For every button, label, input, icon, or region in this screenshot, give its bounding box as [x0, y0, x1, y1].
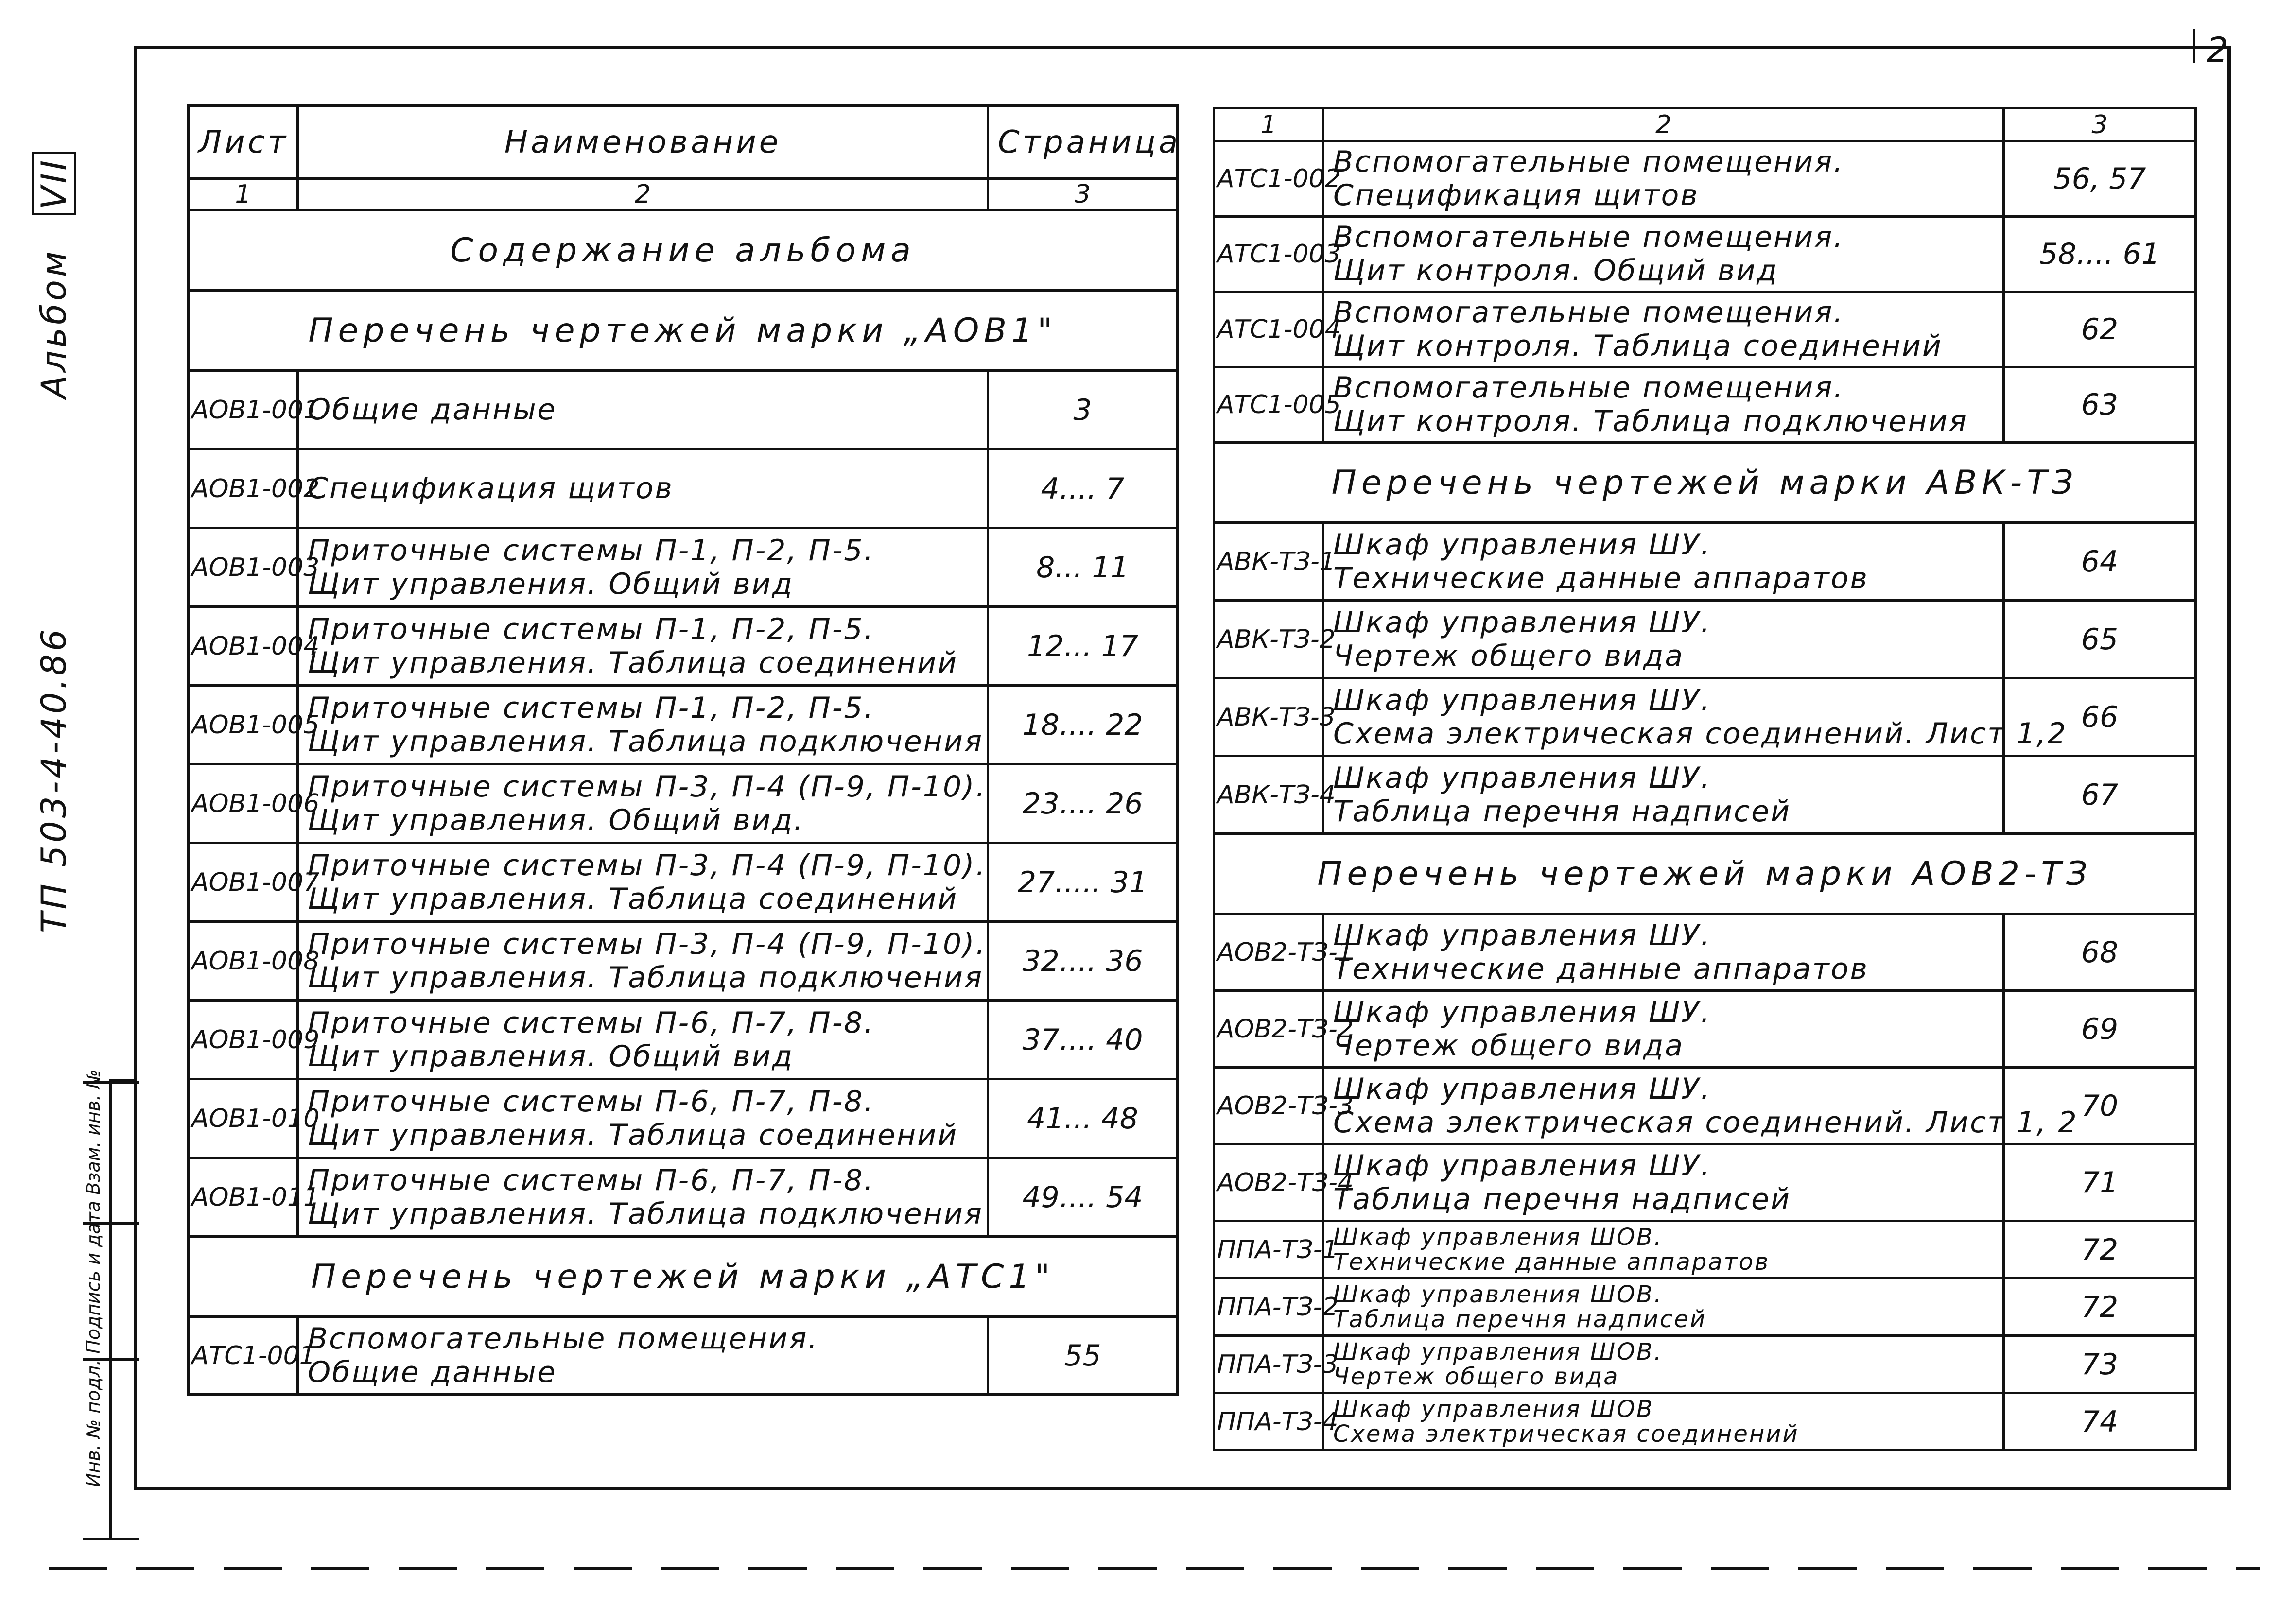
sheet-name-line: Щит управления. Таблица соединений	[308, 881, 958, 916]
drawing-designation: ТП 503-4-40.86	[34, 626, 74, 933]
sheet-name	[298, 1158, 988, 1237]
header-name: Наименование	[298, 106, 988, 179]
sheet-name-line: Приточные системы П-6, П-7, П-8.	[308, 1163, 875, 1197]
sheet-name	[298, 607, 988, 686]
page-ref: 37.... 40	[988, 1001, 1178, 1079]
table-row	[1214, 367, 2196, 443]
table-row	[189, 449, 1178, 528]
sheet-name	[1323, 1336, 2004, 1393]
table-row	[189, 528, 1178, 607]
sheet-code: АОВ1-002	[189, 449, 298, 528]
page-ref: 63	[2004, 367, 2196, 443]
header-page: Страница	[988, 106, 1178, 179]
sheet-code: АТС1-002	[1214, 141, 1323, 217]
sheet-code: ППА-ТЗ-1	[1214, 1221, 1323, 1279]
sheet-name-line: Приточные системы П-1, П-2, П-5.	[308, 612, 875, 646]
table-row	[189, 843, 1178, 922]
section-title: Перечень чертежей марки АОВ2-ТЗ	[1214, 834, 2196, 914]
sheet-code: ППА-ТЗ-4	[1214, 1393, 1323, 1451]
sheet-name-line: Таблица перечня надписей	[1333, 1305, 1707, 1333]
sheet-name-line: Спецификация щитов	[308, 471, 674, 505]
page-ref: 12... 17	[988, 607, 1178, 686]
sheet-name-line: Приточные системы П-3, П-4 (П-9, П-10).	[308, 848, 987, 882]
page-ref: 73	[2004, 1336, 2196, 1393]
section-title: Перечень чертежей марки „АТС1"	[189, 1237, 1178, 1317]
sheet-name	[1323, 914, 2004, 991]
sheet-name	[298, 1079, 988, 1158]
table-row	[189, 607, 1178, 686]
sheet-name	[298, 843, 988, 922]
table-row	[1214, 217, 2196, 292]
sheet-name	[298, 1317, 988, 1395]
sheet-code: АВК-ТЗ-4	[1214, 756, 1323, 834]
sheet-name-line: Таблица перечня надписей	[1333, 1182, 1792, 1216]
page-ref: 69	[2004, 991, 2196, 1068]
sheet-code: АОВ1-008	[189, 922, 298, 1001]
page-ref: 4.... 7	[988, 449, 1178, 528]
sheet-name-line: Шкаф управления ШУ.	[1333, 995, 1711, 1029]
table-row	[189, 371, 1178, 449]
page-ref: 3	[988, 371, 1178, 449]
side-stamp-box	[109, 1079, 136, 1540]
sheet-code: АТС1-004	[1214, 292, 1323, 367]
sheet-code: АОВ1-007	[189, 843, 298, 922]
sheet-name-line: Схема электрическая соединений	[1333, 1420, 1799, 1448]
page-ref: 72	[2004, 1279, 2196, 1336]
page-ref: 72	[2004, 1221, 2196, 1279]
sheet-name-line: Шкаф управления ШУ.	[1333, 683, 1711, 717]
sheet-code: АТС1-005	[1214, 367, 1323, 443]
sheet-name	[298, 449, 988, 528]
col-number: 1	[1214, 108, 1323, 141]
sheet-name-line: Приточные системы П-1, П-2, П-5.	[308, 533, 875, 568]
header-sheet: Лист	[189, 106, 298, 179]
sheet-name-line: Щит управления. Общий вид.	[308, 803, 805, 837]
sheet-code: АОВ1-001	[189, 371, 298, 449]
sheet-code: АОВ2-ТЗ-3	[1214, 1068, 1323, 1144]
sheet-name-line: Технические данные аппаратов	[1333, 1248, 1770, 1276]
sheet-name-line: Схема электрическая соединений. Лист 1,2	[1333, 716, 2068, 751]
sheet-name-line: Шкаф управления ШОВ.	[1333, 1281, 1663, 1309]
sheet-name-line: Щит управления. Таблица соединений	[308, 1118, 958, 1152]
side-stamp-text: Инв. № подл. Подпись и дата Взам. инв. №	[83, 1069, 104, 1487]
sheet-code: ППА-ТЗ-3	[1214, 1336, 1323, 1393]
sheet-name	[1323, 1144, 2004, 1221]
sheet-name-line: Приточные системы П-6, П-7, П-8.	[308, 1005, 875, 1040]
sheet-name-line: Щит управления. Таблица соединений	[308, 645, 958, 680]
page-ref: 64	[2004, 523, 2196, 601]
sheet-code: АОВ1-010	[189, 1079, 298, 1158]
side-margin	[24, 49, 131, 1492]
sheet-name-line: Чертеж общего вида	[1333, 1028, 1685, 1063]
page-ref: 32.... 36	[988, 922, 1178, 1001]
sheet-name-line: Вспомогательные помещения.	[308, 1321, 819, 1356]
table-row	[1214, 1221, 2196, 1279]
table-row	[189, 764, 1178, 843]
page-number: 2	[2207, 30, 2228, 70]
page-ref: 70	[2004, 1068, 2196, 1144]
section-title: Перечень чертежей марки „АОВ1"	[189, 291, 1178, 371]
table-row	[1214, 756, 2196, 834]
table-row	[1214, 991, 2196, 1068]
sheet-name-line: Вспомогательные помещения.	[1333, 145, 1844, 179]
sheet-name	[1323, 601, 2004, 678]
page-ref: 56, 57	[2004, 141, 2196, 217]
sheet-name-line: Щит контроля. Таблица подключения	[1333, 404, 1968, 438]
sheet-name-line: Спецификация щитов	[1333, 178, 1699, 212]
sheet-name	[298, 1001, 988, 1079]
col-number: 3	[2004, 108, 2196, 141]
sheet-code: АОВ1-006	[189, 764, 298, 843]
page-ref: 68	[2004, 914, 2196, 991]
sheet-name	[298, 922, 988, 1001]
sheet-name	[1323, 756, 2004, 834]
sheet-code: АТС1-001	[189, 1317, 298, 1395]
col-number: 2	[1323, 108, 2004, 141]
sheet-name-line: Приточные системы П-3, П-4 (П-9, П-10).	[308, 927, 987, 961]
table-row	[1214, 141, 2196, 217]
sheet-name-line: Приточные системы П-6, П-7, П-8.	[308, 1084, 875, 1119]
sheet-code: АОВ1-011	[189, 1158, 298, 1237]
contents-table-left	[187, 104, 1179, 1396]
col-number: 2	[298, 179, 988, 210]
table-row	[1214, 1336, 2196, 1393]
sheet-name-line: Шкаф управления ШОВ.	[1333, 1338, 1663, 1366]
sheet-name	[1323, 292, 2004, 367]
sheet-name-line: Шкаф управления ШУ.	[1333, 527, 1711, 562]
sheet-name-line: Шкаф управления ШУ.	[1333, 760, 1711, 795]
page-ref: 71	[2004, 1144, 2196, 1221]
sheet-name	[1323, 1068, 2078, 1144]
sheet-code: АОВ1-009	[189, 1001, 298, 1079]
sheet-name-line: Приточные системы П-3, П-4 (П-9, П-10).	[308, 769, 987, 804]
table-row	[1214, 601, 2196, 678]
page-ref: 49.... 54	[988, 1158, 1178, 1237]
sheet-code: АВК-ТЗ-2	[1214, 601, 1323, 678]
sheet-name	[1323, 367, 2004, 443]
sheet-name	[298, 371, 988, 449]
sheet-name	[1323, 523, 2004, 601]
page-ref: 66	[2004, 678, 2196, 756]
page-ref: 58.... 61	[2004, 217, 2196, 292]
sheet-code: АВК-ТЗ-3	[1214, 678, 1323, 756]
sheet-name-line: Шкаф управления ШОВ	[1333, 1396, 1654, 1423]
page-ref: 65	[2004, 601, 2196, 678]
sheet-name-line: Вспомогательные помещения.	[1333, 295, 1844, 329]
sheet-name	[298, 764, 988, 843]
table-row	[1214, 1068, 2196, 1144]
sheet-name-line: Приточные системы П-1, П-2, П-5.	[308, 691, 875, 725]
sheet-name	[1323, 991, 2004, 1068]
sheet-name-line: Общие данные	[308, 393, 557, 427]
sheet-code: АТС1-003	[1214, 217, 1323, 292]
table-row	[1214, 1144, 2196, 1221]
table-row	[1214, 292, 2196, 367]
page-ref: 8... 11	[988, 528, 1178, 607]
section-title: Перечень чертежей марки АВК-ТЗ	[1214, 443, 2196, 523]
table-row	[189, 1317, 1178, 1395]
col-number: 3	[988, 179, 1178, 210]
page-ref: 23.... 26	[988, 764, 1178, 843]
sheet-name-line: Щит управления. Таблица подключения	[308, 724, 983, 759]
page-ref: 18.... 22	[988, 686, 1178, 764]
page-ref: 67	[2004, 756, 2196, 834]
sheet-name	[1323, 678, 2068, 756]
sheet-name-line: Вспомогательные помещения.	[1333, 220, 1844, 254]
page-ref: 62	[2004, 292, 2196, 367]
sheet-code: АВК-ТЗ-1	[1214, 523, 1323, 601]
sheet-code: АОВ2-ТЗ-1	[1214, 914, 1323, 991]
sheet-code: АОВ1-003	[189, 528, 298, 607]
table-row	[189, 1158, 1178, 1237]
sheet-name-line: Щит управления. Таблица подключения	[308, 1196, 983, 1231]
page-ref: 55	[988, 1317, 1178, 1395]
sheet-name-line: Таблица перечня надписей	[1333, 794, 1792, 829]
table-row	[1214, 1393, 2196, 1451]
sheet-name-line: Чертеж общего вида	[1333, 1363, 1619, 1390]
contents-table-right	[1213, 107, 2197, 1451]
sheet-name-line: Технические данные аппаратов	[1333, 561, 1869, 595]
table-row	[1214, 523, 2196, 601]
sheet-name-line: Шкаф управления ШОВ.	[1333, 1224, 1663, 1251]
col-number: 1	[189, 179, 298, 210]
sheet-name	[1323, 1279, 2004, 1336]
sheet-name-line: Вспомогательные помещения.	[1333, 371, 1844, 405]
sheet-code: АОВ2-ТЗ-4	[1214, 1144, 1323, 1221]
sheet-name	[298, 686, 988, 764]
album-contents-title: Содержание альбома	[189, 210, 1178, 291]
page-ref: 27..... 31	[988, 843, 1178, 922]
table-row	[1214, 1279, 2196, 1336]
table-row	[189, 686, 1178, 764]
sheet-name	[1323, 217, 2004, 292]
sheet-name-line: Шкаф управления ШУ.	[1333, 1148, 1711, 1183]
page-ref: 74	[2004, 1393, 2196, 1451]
sheet-code: АОВ1-005	[189, 686, 298, 764]
sheet-name-line: Общие данные	[308, 1355, 557, 1389]
page-number-divider	[2193, 29, 2195, 63]
page-ref: 41... 48	[988, 1079, 1178, 1158]
sheet-code: ППА-ТЗ-2	[1214, 1279, 1323, 1336]
cut-line	[49, 1567, 2260, 1570]
sheet-name-line: Шкаф управления ШУ.	[1333, 605, 1711, 639]
table-row	[1214, 914, 2196, 991]
sheet-name-line: Щит управления. Общий вид	[308, 1039, 794, 1073]
sheet-name-line: Щит контроля. Общий вид	[1333, 254, 1778, 288]
sheet-name	[1323, 1393, 2004, 1451]
sheet-code: АОВ1-004	[189, 607, 298, 686]
table-row	[189, 922, 1178, 1001]
sheet-code: АОВ2-ТЗ-2	[1214, 991, 1323, 1068]
sheet-name-line: Щит управления. Таблица подключения	[308, 960, 983, 995]
sheet-name-line: Технические данные аппаратов	[1333, 951, 1869, 986]
sheet-name-line: Щит управления. Общий вид	[308, 567, 794, 601]
sheet-name	[1323, 1221, 2004, 1279]
album-volume: VII	[32, 152, 76, 215]
sheet-name-line: Щит контроля. Таблица соединений	[1333, 329, 1943, 363]
sheet-name-line: Шкаф управления ШУ.	[1333, 1071, 1711, 1106]
table-row	[1214, 678, 2196, 756]
sheet-name-line: Шкаф управления ШУ.	[1333, 918, 1711, 952]
sheet-name	[298, 528, 988, 607]
sheet-name-line: Чертеж общего вида	[1333, 639, 1685, 673]
sheet-name-line: Схема электрическая соединений. Лист 1, 2	[1333, 1105, 2078, 1140]
table-row	[189, 1001, 1178, 1079]
table-row	[189, 1079, 1178, 1158]
album-label: Альбом	[34, 248, 74, 398]
sheet-name	[1323, 141, 2004, 217]
